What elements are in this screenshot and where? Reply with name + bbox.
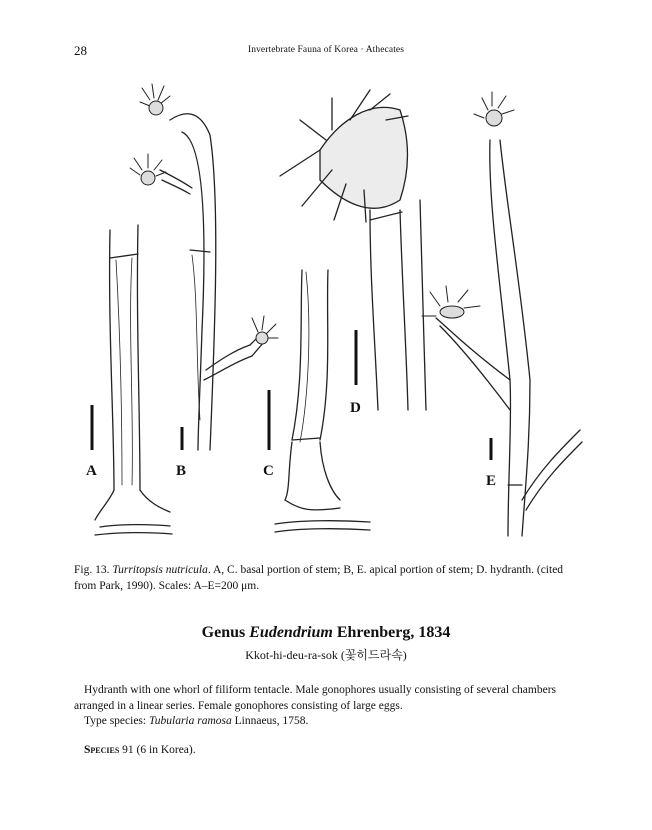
panel-d-drawing — [280, 90, 426, 410]
page-number: 28 — [74, 43, 87, 58]
genus-description — [74, 683, 582, 730]
caption-text: . A, C. basal portion of stem; B, E. apical portion of stem; D. hydranth. (cited from Park, 1990). Scales: A–E=200 μm. — [74, 564, 564, 592]
type-species-label: Type species: — [84, 715, 149, 727]
scale-bars — [92, 330, 491, 460]
genus-name: Eudendrium — [249, 624, 333, 641]
panel-label-a: A — [86, 463, 97, 479]
type-species-authority: Linnaeus, 1758. — [231, 715, 309, 727]
panel-a-drawing — [95, 225, 172, 535]
genus-prefix: Genus — [201, 624, 250, 641]
type-species-name: Tubularia ramosa — [148, 715, 232, 727]
panel-label-d: D — [350, 400, 361, 416]
panel-label-c: C — [263, 463, 274, 479]
species-count — [84, 744, 196, 756]
figure-13 — [70, 80, 590, 540]
type-species-line — [74, 714, 582, 730]
figure-drawing — [70, 80, 590, 540]
panel-label-b: B — [176, 463, 187, 479]
description-paragraph: Hydranth with one whorl of filiform tentacle. Male gonophores usually consisting of several chambers arranged in a linear series. Female gonophores consisting of large eggs. — [74, 684, 557, 712]
caption-label: Fig. 13. — [74, 564, 110, 576]
panel-label-e: E — [486, 473, 497, 489]
species-label: Species — [84, 744, 120, 756]
panel-e-drawing — [436, 140, 582, 536]
species-count-value: 91 (6 in Korea). — [119, 744, 196, 756]
genus-authority: Ehrenberg, 1834 — [332, 624, 451, 641]
genus-heading — [0, 624, 652, 642]
panel-b-drawing — [160, 114, 264, 450]
genus-korean-name: Kkot-hi-deu-ra-sok (꽃히드라속) — [245, 648, 407, 662]
figure-caption — [74, 562, 584, 594]
caption-species: Turritopsis nutricula — [112, 564, 208, 576]
running-head: Invertebrate Fauna of Korea · Athecates — [247, 45, 405, 55]
